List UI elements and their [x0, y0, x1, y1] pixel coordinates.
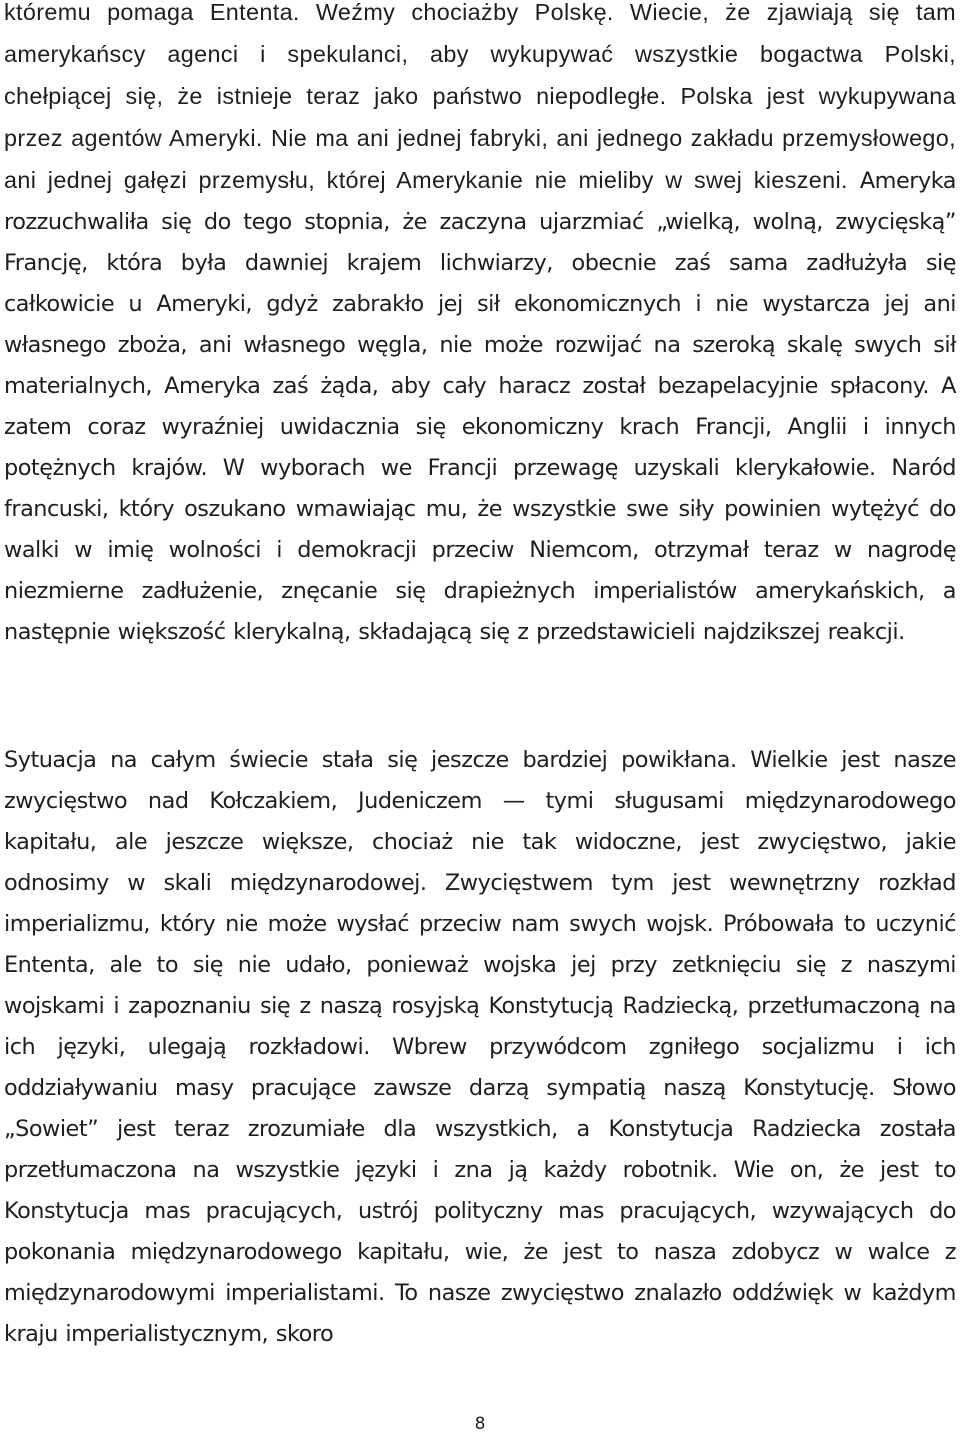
paragraph-1-part-b: Ameryka rozzuchwaliła się do tego stopnia, że zaczyna ujarzmiać „wielką, wolną, zwycięską” Francję, która była dawniej krajem lichwiarzy, obecnie zaś sama zadłużyła się całkowicie u Ameryki, gdyż zabrakło jej sił ekonomicznych i nie wystarcza jej ani własnego zboża, ani własnego węgla, nie może rozwijać na szeroką skalę swych sił materialnych, Ameryka zaś żąda, aby cały haracz został bezapelacyjnie spłacony. A zatem coraz wyraźniej uwidacznia się ekonomiczny krach Francji, Anglii i innych potężnych krajów. W wyborach we Francji przewagę uzyskali klerykałowie. Naród francuski, który oszukano wmawiając mu, że wszystkie swe siły powinien wytężyć do walki w imię wolności i demokracji przeciw Niemcom, otrzymał teraz w nagrodę niezmierne zadłużenie, znęcanie się drapieżnych imperialistów amerykańskich, a następnie większość klerykalną, składającą się z przedstawicieli najdzikszej reakcji.: [4, 168, 956, 645]
body-paragraph-2: Sytuacja na całym świecie stała się jeszcze bardziej powikłana. Wielkie jest nasze zwycięstwo nad Kołczakiem, Judeniczem — tymi sługusami międzynarodowego kapitału, ale jeszcze większe, chociaż nie tak widoczne, jest zwycięstwo, jakie odnosimy w skali międzynarodowej. Zwycięstwem tym jest wewnętrzny rozkład imperializmu, który nie może wysłać przeciw nam swych wojsk. Próbowała to uczynić Ententa, ale to się nie udało, ponieważ wojska jej przy zetknięciu się z naszymi wojskami i zapoznaniu się z naszą rosyjską Konstytucją Radziecką, przetłumaczoną na ich języki, ulegają rozkładowi. Wbrew przywódcom zgniłego socjalizmu i ich oddziaływaniu masy pracujące zawsze darzą sympatią naszą Konstytucję. Słowo „Sowiet” jest teraz zrozumiałe dla wszystkich, a Konstytucja Radziecka została przetłumaczona na wszystkie języki i zna ją każdy robotnik. Wie on, że jest to Konstytucja mas pracujących, ustrój polityczny mas pracujących, wzywających do pokonania międzynarodowego kapitału, wie, że jest to nasza zdobycz w walce z międzynarodowymi imperialistami. To nasze zwycięstwo znalazło oddźwięk w każdym kraju imperialistycznym, skoro: [4, 747, 956, 1347]
paragraph-1-part-a: któremu pomaga Ententa. Weźmy chociażby Polskę. Wiecie, że zjawiają się tam amerykańscy agenci i spekulanci, aby wykupywać wszystkie bogactwa Polski, chełpiącej się, że istnieje teraz jako państwo niepodległe. Polska jest wykupywana przez agentów Ameryki. Nie ma ani jednej fabryki, ani jednego zakładu przemysłowego, ani jednej gałęzi przemysłu, której Amerykanie nie mieliby w swej kieszeni.: [4, 0, 956, 193]
body-paragraph-1: [4, 0, 956, 653]
page-number: 8: [474, 1414, 486, 1434]
